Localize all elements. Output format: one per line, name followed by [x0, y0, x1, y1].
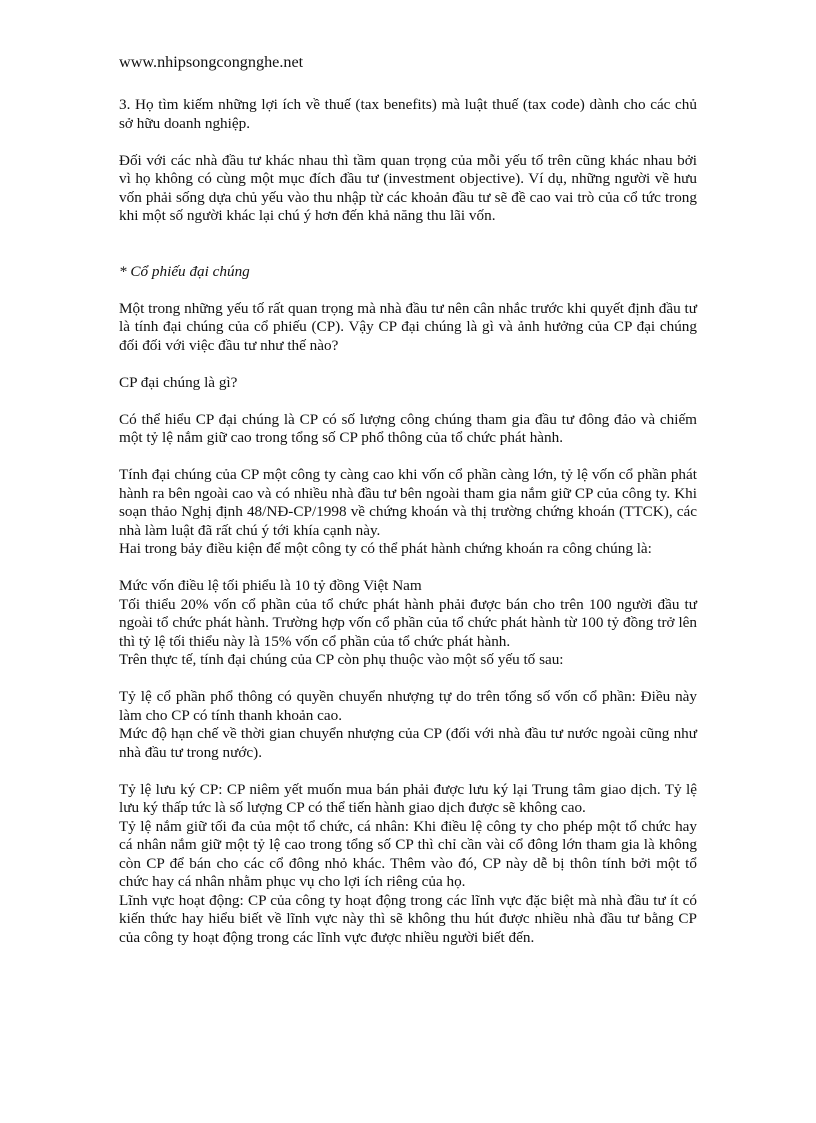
- paragraph-decree: Tính đại chúng của CP một công ty càng cao khi vốn cổ phần càng lớn, tỷ lệ vốn cổ phần phát hành ra bên ngoài cao và có nhiều nhà đầu tư bên ngoài tham gia nắm giữ CP của công ty. Khi soạn thảo Nghị định 48/NĐ-CP/1998 về chứng khoán và thị trường chứng khoán (TTCK), các nhà làm luật đã rất chú ý tới khía cạnh này.: [119, 466, 697, 539]
- paragraph-condition-share-sale: Tối thiểu 20% vốn cổ phần của tổ chức phát hành phải được bán cho trên 100 người đầu tư ngoài tổ chức phát hành. Trường hợp vốn cổ phần của tổ chức phát hành từ 100 tỷ đồng trở lên thì tỷ lệ tối thiểu này là 15% vốn cổ phần của tổ chức phát hành.: [119, 595, 697, 650]
- paragraph-tax-benefits: 3. Họ tìm kiếm những lợi ích về thuế (tax benefits) mà luật thuế (tax code) dành cho các chủ sở hữu doanh nghiệp.: [119, 96, 697, 132]
- page-header-url: www.nhipsongcongnghe.net: [119, 53, 304, 71]
- paragraph-investor-objectives: Đối với các nhà đầu tư khác nhau thì tầm quan trọng của mỗi yếu tố trên cũng khác nhau bởi vì họ không có cùng một mục đích đầu tư (investment objective). Ví dụ, những người về hưu vốn phải sống dựa chủ yếu vào thu nhập từ các khoản đầu tư sẽ đề cao vai trò của cổ tức trong khi một số người khác lại chú ý hơn đến khả năng thu lãi vốn.: [119, 151, 697, 224]
- section-heading-public-shares: * Cổ phiếu đại chúng: [119, 262, 250, 280]
- paragraph-definition: Có thể hiểu CP đại chúng là CP có số lượng công chúng tham gia đầu tư đông đảo và chiếm một tỷ lệ nắm giữ cao trong tổng số CP phổ thông của tổ chức phát hành.: [119, 410, 697, 446]
- paragraph-conditions-intro: Hai trong bảy điều kiện để một công ty có thể phát hành chứng khoán ra công chúng là:: [119, 540, 652, 557]
- document-page: [119, 52, 697, 947]
- paragraph-factor-transferable: Tỷ lệ cổ phần phổ thông có quyền chuyển nhượng tự do trên tổng số vốn cổ phần: Điều này làm cho CP có tính thanh khoản cao.: [119, 688, 697, 724]
- paragraph-question: CP đại chúng là gì?: [119, 373, 238, 391]
- paragraph-factor-restriction: Mức độ hạn chế về thời gian chuyển nhượng của CP (đối với nhà đầu tư nước ngoài cũng như nhà đầu tư trong nước).: [119, 725, 697, 761]
- paragraph-condition-capital: Mức vốn điều lệ tối phiểu là 10 tỷ đồng Việt Nam: [119, 577, 422, 594]
- paragraph-factor-sector: Lĩnh vực hoạt động: CP của công ty hoạt động trong các lĩnh vực đặc biệt mà nhà đầu tư ít có kiến thức hay hiểu biết về lĩnh vực này thì sẽ không thu hút được nhiều nhà đầu tư bằng CP của công ty hoạt động trong các lĩnh vực được nhiều người biết đến.: [119, 891, 697, 946]
- paragraph-factors-intro: Trên thực tế, tính đại chúng của CP còn phụ thuộc vào một số yếu tố sau:: [119, 651, 564, 668]
- paragraph-public-shares-intro: Một trong những yếu tố rất quan trọng mà nhà đầu tư nên cân nhắc trước khi quyết định đầu tư là tính đại chúng của cổ phiếu (CP). Vậy CP đại chúng là gì và ảnh hưởng của CP đại chúng đối đối với việc đầu tư như thế nào?: [119, 299, 697, 354]
- paragraph-factor-custody: Tỷ lệ lưu ký CP: CP niêm yết muốn mua bán phải được lưu ký lại Trung tâm giao dịch. Tỷ lệ lưu ký thấp tức là số lượng CP có thể tiến hành giao dịch được sẽ không cao.: [119, 780, 697, 816]
- paragraph-factor-max-holding: Tỷ lệ nắm giữ tối đa của một tổ chức, cá nhân: Khi điều lệ công ty cho phép một tổ chức hay cá nhân nắm giữ một tỷ lệ cao trong tổng số CP thì chỉ cần vài cổ đông lớn tham gia là không còn CP để bán cho các cổ đông nhỏ khác. Thêm vào đó, CP này dễ bị thôn tính bởi một tổ chức hay cá nhân nhằm phục vụ cho lợi ích riêng của họ.: [119, 817, 697, 890]
